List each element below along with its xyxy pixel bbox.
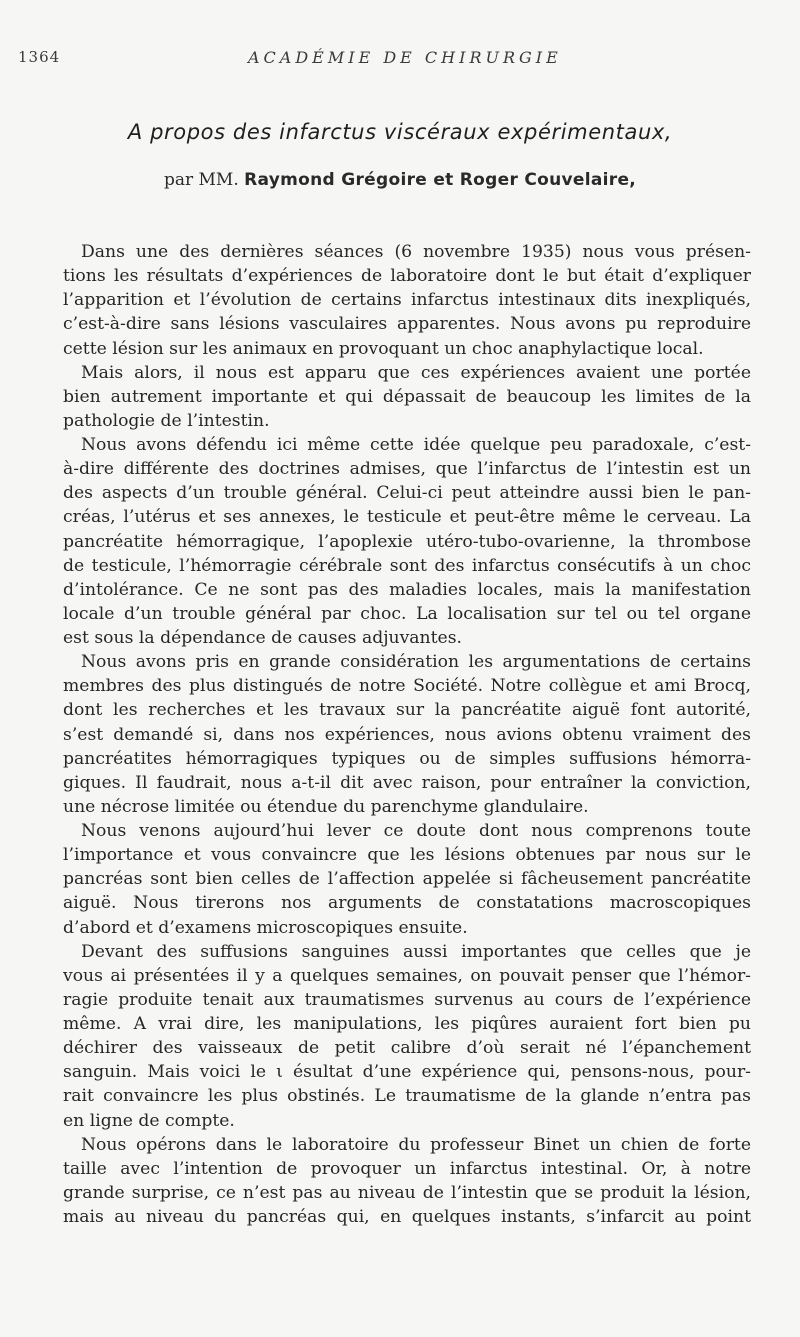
text-line: déchirer des vaisseaux de petit calibre d’où serait né l’épanchement [63, 1038, 751, 1059]
text-line: des aspects d’un trouble général. Celui-ci peut atteindre aussi bien le pan- [63, 483, 751, 504]
text-line: Nous venons aujourd’hui lever ce doute dont nous comprenons toute [81, 821, 751, 841]
text-line: l’apparition et l’évolution de certains infarctus intestinaux dits inexpliqués, [63, 290, 751, 311]
text-line: pancréas sont bien celles de l’affection appelée si fâcheusement pancréatite [63, 869, 751, 890]
text-line: à-dire différente des doctrines admises, que l’infarctus de l’intestin est un [63, 459, 751, 480]
text-line: membres des plus distingués de notre Société. Notre collègue et ami Brocq, [63, 676, 751, 697]
text-line: Devant des suffusions sanguines aussi importantes que celles que je [81, 941, 751, 962]
page-number: 1364 [18, 48, 61, 66]
text-line: grande surprise, ce n’est pas au niveau de l’intestin que se produit la lésion, [63, 1182, 751, 1203]
text-line: taille avec l’intention de provoquer un infarctus intestinal. Or, à notre [63, 1158, 751, 1179]
text-line: de testicule, l’hémorragie cérébrale sont des infarctus consécutifs à un choc [63, 555, 751, 576]
text-line: créas, l’utérus et ses annexes, le testicule et peut-être même le cerveau. La [63, 507, 751, 528]
byline-prefix: par MM. [163, 170, 239, 190]
text-line: ragie produite tenait aux traumatismes survenus au cours de l’expérience [63, 989, 751, 1010]
byline [0, 170, 800, 190]
text-line: cette lésion sur les animaux en provoquant un choc anaphylactique local. [63, 338, 704, 359]
text-line: vous ai présentées il y a quelques semaines, on pouvait penser que l’hémor- [63, 965, 751, 986]
text-line: rait convaincre les plus obstinés. Le traumatisme de la glande n’entra pas [63, 1086, 751, 1107]
text-line: pathologie de l’intestin. [63, 410, 270, 431]
text-line: Nous avons défendu ici même cette idée quelque peu paradoxale, c’est- [81, 435, 751, 455]
text-line: une nécrose limitée ou étendue du parenchyme glandulaire. [63, 796, 589, 817]
text-line: bien autrement importante et qui dépassait de beaucoup les limites de la [63, 386, 751, 407]
text-line: giques. Il faudrait, nous a-t-il dit avec raison, pour entraîner la conviction, [63, 772, 751, 793]
text-line: dont les recherches et les travaux sur la pancréatite aiguë font autorité, [63, 700, 751, 721]
text-line: Dans une des dernières séances (6 novembre 1935) nous vous présen- [81, 242, 751, 262]
text-line: Mais alors, il nous est apparu que ces expériences avaient une portée [81, 362, 751, 383]
text-line: s’est demandé si, dans nos expériences, nous avions obtenu vraiment des [63, 724, 751, 745]
text-line: Nous avons pris en grande considération les argumentations de certains [81, 652, 751, 673]
text-line: locale d’un trouble général par choc. La localisation sur tel ou tel organe [63, 603, 751, 624]
article-title: A propos des infarctus viscéraux expérimentaux, [127, 120, 673, 144]
text-line: est sous la dépendance de causes adjuvantes. [63, 628, 462, 648]
text-line: pancréatite hémorragique, l’apoplexie utéro-tubo-ovarienne, la thrombose [63, 531, 751, 552]
text-line: mais au niveau du pancréas qui, en quelques instants, s’infarcit au point [63, 1207, 751, 1227]
text-line: Nous opérons dans le laboratoire du professeur Binet un chien de forte [81, 1134, 751, 1155]
text-line: pancréatites hémorragiques typiques ou de simples suffusions hémorra- [63, 748, 751, 769]
text-line: l’importance et vous convaincre que les lésions obtenues par nous sur le [63, 845, 751, 866]
text-line: sanguin. Mais voici le ι ésultat d’une expérience qui, pensons-nous, pour- [63, 1062, 751, 1083]
text-line: d’intolérance. Ce ne sont pas des maladies locales, mais la manifestation [63, 579, 751, 600]
text-line: c’est-à-dire sans lésions vasculaires apparentes. Nous avons pu reproduire [63, 314, 751, 335]
page-header [0, 48, 800, 70]
running-head: ACADÉMIE DE CHIRURGIE [248, 48, 562, 67]
text-line: aiguë. Nous tirerons nos arguments de constatations macroscopiques [63, 893, 751, 914]
text-line: en ligne de compte. [63, 1110, 235, 1131]
text-line: d’abord et d’examens microscopiques ensuite. [63, 917, 468, 938]
text-line: tions les résultats d’expériences de laboratoire dont le but était d’expliquer [63, 266, 751, 287]
authors: Raymond Grégoire et Roger Couvelaire, [244, 170, 637, 190]
article-body [63, 240, 751, 1229]
text-line: même. A vrai dire, les manipulations, les piqûres auraient fort bien pu [63, 1014, 751, 1034]
